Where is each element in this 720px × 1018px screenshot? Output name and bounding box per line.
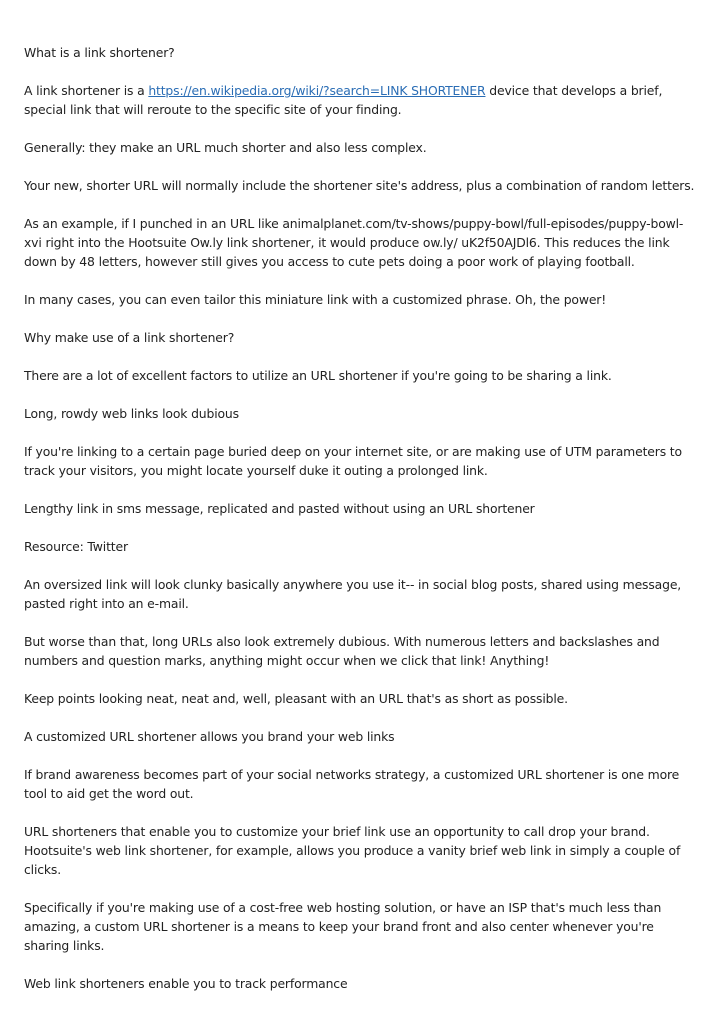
heading-why-use: Why make use of a link shortener?	[24, 330, 235, 345]
caption-lengthy-link: Lengthy link in sms message, replicated and pasted without using an URL shortener	[24, 501, 535, 516]
caption-source: Resource: Twitter	[24, 539, 128, 554]
heading-what-is: What is a link shortener?	[24, 45, 175, 60]
heading-long-links: Long, rowdy web links look dubious	[24, 406, 239, 421]
document-page	[24, 43, 698, 1012]
paragraph-factors: There are a lot of excellent factors to utilize an URL shortener if you're going to be sharing a link.	[24, 368, 612, 383]
heading-track-performance: Web link shorteners enable you to track performance	[24, 976, 348, 991]
wikipedia-link[interactable]: https://en.wikipedia.org/wiki/?search=LINK SHORTENER	[148, 83, 486, 98]
heading-brand-links: A customized URL shortener allows you brand your web links	[24, 729, 395, 744]
paragraph-generally: Generally: they make an URL much shorter and also less complex.	[24, 140, 427, 155]
paragraph-customize: URL shorteners that enable you to customize your brief link use an opportunity to call drop your brand. Hootsuite's web link shortener, for example, allows you produce a vanity brief web link in simply a couple of clicks.	[24, 824, 681, 877]
paragraph-dubious: But worse than that, long URLs also look extremely dubious. With numerous letters and backslashes and numbers and question marks, anything might occur when we click that link! Anything!	[24, 634, 660, 668]
paragraph-oversized-link: An oversized link will look clunky basically anywhere you use it-- in social blog posts, shared using message, pasted right into an e-mail.	[24, 577, 682, 611]
paragraph-keep-neat: Keep points looking neat, neat and, well, pleasant with an URL that's as short as possible.	[24, 691, 568, 706]
paragraph-example: As an example, if I punched in an URL like animalplanet.com/tv-shows/puppy-bowl/full-episodes/puppy-bowl-xvi right into the Hootsuite Ow.ly link shortener, it would produce ow.ly/ uK2f50AJDl6. This reduces the link down by 48 letters, however still gives you access to cute pets doing a poor work of playing football.	[24, 216, 684, 269]
definition-text-after: device that develops a brief, special link that will reroute to the specific site of your finding.	[24, 83, 663, 117]
definition-text-before: A link shortener is a	[24, 83, 149, 98]
paragraph-tailor: In many cases, you can even tailor this miniature link with a customized phrase. Oh, the power!	[24, 292, 607, 307]
paragraph-free-hosting: Specifically if you're making use of a cost-free web hosting solution, or have an ISP that's much less than amazing, a custom URL shortener is a means to keep your brand front and also center whenever you're sharing links.	[24, 900, 662, 953]
paragraph-brand-awareness: If brand awareness becomes part of your social networks strategy, a customized URL shortener is one more tool to aid get the word out.	[24, 767, 680, 801]
paragraph-linking-deep: If you're linking to a certain page buried deep on your internet site, or are making use of UTM parameters to track your visitors, you might locate yourself duke it outing a prolonged link.	[24, 444, 682, 478]
paragraph-definition	[24, 81, 698, 119]
paragraph-new-url: Your new, shorter URL will normally include the shortener site's address, plus a combination of random letters.	[24, 178, 695, 193]
